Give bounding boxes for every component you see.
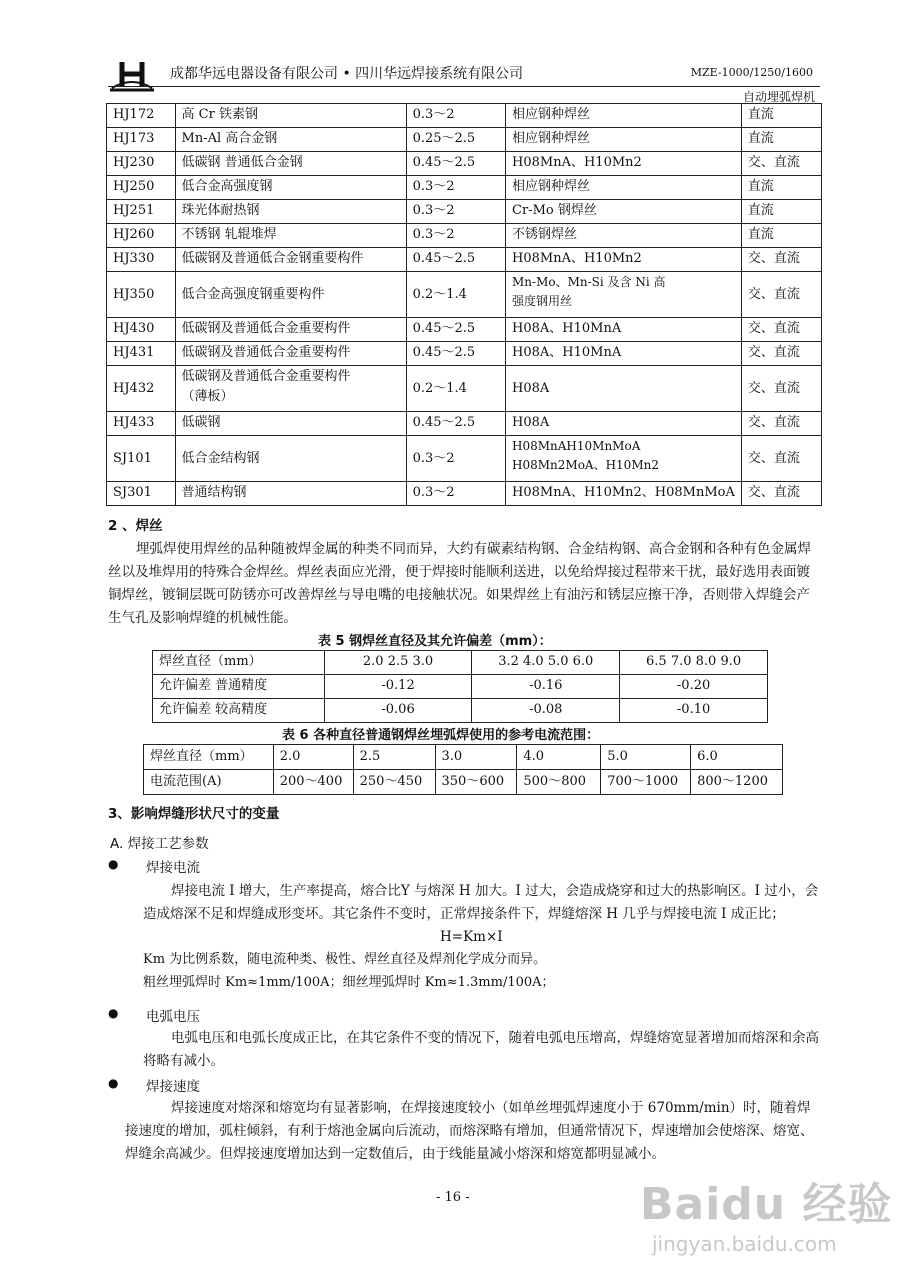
table-cell: [435, 770, 517, 795]
table-cell: [741, 248, 821, 272]
table-cell: [741, 366, 821, 412]
table-row: [153, 699, 768, 723]
table-cell: [406, 318, 505, 342]
cell-text: 0.25～2.5: [412, 131, 476, 146]
table-cell: [691, 770, 783, 795]
table-cell: [107, 412, 176, 436]
table-row: [107, 436, 822, 482]
table-cell: [506, 152, 742, 176]
table-cell: [406, 272, 505, 318]
table-cell: [472, 651, 620, 675]
table-cell: [153, 675, 325, 699]
table-row: [107, 176, 822, 200]
voltage-title: 电弧电压: [146, 1009, 200, 1025]
cell-text: 350～600: [441, 774, 505, 789]
table-cell: [506, 318, 742, 342]
table-cell: [506, 482, 742, 506]
table-cell: [506, 176, 742, 200]
cell-text: HJ230: [113, 155, 155, 170]
cell-text: 5.0: [607, 749, 628, 764]
cell-text: 相应钢种焊丝: [512, 107, 591, 122]
table-cell: [107, 104, 176, 128]
table-cell: [741, 128, 821, 152]
cell-text: H08A、H10MnA: [512, 321, 622, 336]
table-cell: [153, 699, 325, 723]
table-cell: [741, 224, 821, 248]
table-cell: [517, 770, 601, 795]
cell-text: H08Mn2MoA、H10Mn2: [512, 458, 659, 472]
cell-text: HJ432: [113, 381, 155, 396]
cell-text: H08MnAH10MnMoA: [512, 439, 641, 453]
table-cell: [741, 272, 821, 318]
cell-text: 交、直流: [747, 381, 800, 396]
table-row: [107, 412, 822, 436]
page-number: - 16 -: [436, 1190, 470, 1205]
table-cell: [175, 366, 406, 412]
table-cell: [406, 248, 505, 272]
flux-table: [106, 103, 822, 506]
table-row: [107, 272, 822, 318]
table5: [152, 650, 768, 723]
cell-text: 2.0: [279, 749, 301, 764]
cell-text: HJ251: [113, 203, 155, 218]
table-row: [144, 770, 783, 795]
cell-text: Mn-Mo、Mn-Si 及含 Ni 高: [512, 275, 666, 289]
table-cell: [175, 482, 406, 506]
cell-text: 6.0: [697, 749, 718, 764]
cell-text: HJ173: [113, 131, 155, 146]
cell-text: 0.3～2: [412, 451, 455, 466]
table-cell: [273, 745, 353, 770]
table-cell: [741, 200, 821, 224]
bullet-icon: ●: [108, 1006, 119, 1020]
table-cell: [406, 436, 505, 482]
table-cell: [107, 224, 176, 248]
bullet-icon: ●: [108, 857, 119, 871]
cell-text: 0.3～2: [412, 203, 455, 218]
table6: [143, 744, 783, 795]
cell-text: 交、直流: [747, 287, 800, 302]
table-cell: [175, 436, 406, 482]
cell-text: -0.16: [529, 678, 563, 693]
watermark-brand: Baidu 经验: [640, 1179, 893, 1230]
cell-text: 相应钢种焊丝: [512, 179, 591, 194]
cell-text: 低碳钢及普通低合金钢重要构件: [181, 251, 364, 266]
cell-text: 2.0 2.5 3.0: [362, 654, 434, 669]
table-cell: [741, 152, 821, 176]
table-cell: [175, 200, 406, 224]
table-row: [107, 248, 822, 272]
section-3-heading: 3、影响焊缝形状尺寸的变量: [108, 806, 280, 822]
table-cell: [107, 342, 176, 366]
table-row: [153, 651, 768, 675]
cell-text: H08A: [512, 415, 550, 430]
table-cell: [406, 176, 505, 200]
cell-text: 0.2～1.4: [412, 381, 467, 396]
table-cell: [107, 176, 176, 200]
table-cell: [620, 675, 768, 699]
cell-text: HJ430: [113, 321, 155, 336]
table-cell: [406, 200, 505, 224]
current-km-note: Km 为比例系数，随电流种类、极性、焊丝直径及焊剂化学成分而异。: [143, 952, 547, 967]
cell-text: H08A: [512, 381, 550, 396]
cell-text: 交、直流: [747, 251, 800, 266]
table-cell: [506, 128, 742, 152]
bullet-icon: ●: [108, 1076, 119, 1090]
table-cell: [406, 412, 505, 436]
table-cell: [472, 699, 620, 723]
cell-text: 直流: [747, 203, 774, 218]
speed-text: 焊接速度对熔深和熔宽均有显著影响，在焊接速度较小（如单丝埋弧焊速度小于 670mm/min）时，随着焊接速度的增加，弧柱倾斜，有利于熔池金属向后流动，而熔深略有增加，但通常情况下，焊速增加会使熔深、熔宽、焊缝余高减少。但焊接速度增加达到一定数值后，由于线能量减小熔深和熔宽都明显减小。: [125, 1100, 814, 1162]
table-cell: [107, 272, 176, 318]
table-cell: [175, 272, 406, 318]
table-cell: [153, 651, 325, 675]
cell-text: 电流范围(A): [150, 774, 222, 789]
table-cell: [506, 366, 742, 412]
cell-text: SJ301: [113, 485, 152, 500]
cell-text: 交、直流: [747, 451, 800, 466]
header-company: 成都华远电器设备有限公司 • 四川华远焊接系统有限公司: [170, 66, 524, 82]
cell-text: 直流: [747, 107, 774, 122]
header-model: MZE-1000/1250/1600: [690, 66, 813, 79]
table-cell: [472, 675, 620, 699]
cell-text: 低碳钢: [181, 415, 221, 430]
cell-text: 焊丝直径（mm）: [150, 749, 253, 764]
watermark-url: jingyan.baidu.com: [652, 1232, 837, 1256]
cell-text: 普通结构钢: [181, 485, 247, 500]
cell-text: 0.45～2.5: [412, 251, 476, 266]
cell-text: 4.0: [523, 749, 545, 764]
table-row: [153, 675, 768, 699]
cell-text: 焊丝直径（mm）: [159, 654, 262, 669]
cell-text: HJ260: [113, 227, 155, 242]
table-cell: [324, 675, 472, 699]
table-cell: [144, 745, 274, 770]
table-cell: [175, 104, 406, 128]
cell-text: 低合金结构钢: [181, 451, 260, 466]
table-cell: [175, 176, 406, 200]
table-row: [107, 104, 822, 128]
cell-text: 直流: [747, 227, 774, 242]
cell-text: 相应钢种焊丝: [512, 131, 591, 146]
table-cell: [741, 318, 821, 342]
current-text: 焊接电流 I 增大，生产率提高，熔合比Y 与熔深 H 加大。I 过大，会造成烧穿和过大的热影响区。I 过小，会造成熔深不足和焊缝成形变坏。其它条件不变时，正常焊接条件下，焊缝熔深 H 几乎与焊接电流 I 成正比；: [143, 883, 819, 922]
cell-text: -0.06: [381, 702, 415, 717]
watermark: [640, 1168, 892, 1256]
cell-text: HJ172: [113, 107, 155, 122]
table-cell: [601, 745, 691, 770]
table-cell: [175, 342, 406, 366]
table-cell: [741, 104, 821, 128]
table-cell: [273, 770, 353, 795]
cell-text: 6.5 7.0 8.0 9.0: [646, 654, 742, 669]
cell-text: 800～1200: [697, 774, 768, 789]
table-cell: [620, 651, 768, 675]
header-divider: [108, 86, 820, 87]
cell-text: 0.45～2.5: [412, 321, 476, 336]
cell-text: 0.45～2.5: [412, 415, 476, 430]
current-title: 焊接电流: [146, 860, 200, 876]
cell-text: 珠光体耐热钢: [181, 203, 260, 218]
table-cell: [506, 248, 742, 272]
table-cell: [406, 342, 505, 366]
table-cell: [107, 366, 176, 412]
section-2-paragraph: 埋弧焊使用焊丝的品种随被焊金属的种类不同而异，大约有碳素结构钢、合金结构钢、高合金钢和各种有色金属焊丝以及堆焊用的特殊合金焊丝。焊丝表面应光滑，便于焊接时能顺利送进，以免给焊接过程带来干扰，最好选用表面镀铜焊丝，镀铜层既可防锈亦可改善焊丝与导电嘴的电接触状况。如果焊丝上有油污和锈层应擦干净，否则带入焊缝会产生气孔及影响焊缝的机械性能。: [108, 541, 811, 626]
cell-text: HJ350: [113, 287, 155, 302]
table-cell: [406, 224, 505, 248]
cell-text: 低合金高强度钢: [181, 179, 273, 194]
table-cell: [353, 770, 435, 795]
table-cell: [506, 342, 742, 366]
cell-text: 500～800: [523, 774, 587, 789]
table-row: [107, 152, 822, 176]
speed-title: 焊接速度: [146, 1079, 200, 1095]
cell-text: 低碳钢及普通低合金重要构件: [181, 369, 351, 384]
table-cell: [175, 248, 406, 272]
cell-text: 0.3～2: [412, 179, 455, 194]
table-cell: [741, 436, 821, 482]
cell-text: H08A、H10MnA: [512, 345, 622, 360]
table-cell: [107, 248, 176, 272]
cell-text: 0.45～2.5: [412, 345, 476, 360]
table6-caption: 表 6 各种直径普通钢焊丝埋弧焊使用的参考电流范围：: [282, 728, 600, 743]
cell-text: -0.12: [381, 678, 415, 693]
cell-text: Mn-Al 高合金钢: [181, 131, 278, 146]
table-cell: [506, 436, 742, 482]
table-cell: [175, 128, 406, 152]
table-row: [107, 128, 822, 152]
table-cell: [175, 224, 406, 248]
table-cell: [620, 699, 768, 723]
table-cell: [107, 482, 176, 506]
cell-text: 200～400: [279, 774, 343, 789]
cell-text: H08MnA、H10Mn2: [512, 155, 642, 170]
table5-caption: 表 5 钢焊丝直径及其允许偏差（mm）：: [318, 634, 552, 649]
cell-text: HJ330: [113, 251, 155, 266]
table-cell: [517, 745, 601, 770]
table-cell: [175, 412, 406, 436]
cell-text: -0.08: [529, 702, 563, 717]
cell-text: 0.3～2: [412, 227, 455, 242]
cell-text: 交、直流: [747, 485, 800, 500]
table-cell: [506, 272, 742, 318]
cell-text: 直流: [747, 179, 774, 194]
cell-text: 700～1000: [607, 774, 679, 789]
section-2-heading: 2 、焊丝: [108, 518, 163, 534]
cell-text: （薄板）: [181, 389, 234, 404]
table-row: [107, 200, 822, 224]
cell-text: 允许偏差 普通精度: [159, 678, 268, 693]
cell-text: 交、直流: [747, 321, 800, 336]
cell-text: 0.3～2: [412, 485, 455, 500]
table-cell: [107, 200, 176, 224]
table-cell: [107, 152, 176, 176]
table-cell: [435, 745, 517, 770]
table-cell: [175, 152, 406, 176]
table-cell: [506, 224, 742, 248]
table-cell: [741, 482, 821, 506]
section-3-subheading: A. 焊接工艺参数: [110, 836, 209, 852]
cell-text: 不锈钢 轧辊堆焊: [181, 227, 277, 242]
cell-text: 交、直流: [747, 155, 800, 170]
cell-text: 2.5: [359, 749, 381, 764]
table-cell: [406, 482, 505, 506]
voltage-text: 电弧电压和电弧长度成正比，在其它条件不变的情况下，随着电弧电压增高，焊缝熔宽显著增加而熔深和余高将略有减小。: [143, 1030, 819, 1069]
cell-text: HJ431: [113, 345, 155, 360]
table-row: [107, 366, 822, 412]
cell-text: 低合金高强度钢重要构件: [181, 287, 325, 302]
table-cell: [601, 770, 691, 795]
cell-text: 0.2～1.4: [412, 287, 467, 302]
table-cell: [506, 412, 742, 436]
table-row: [107, 224, 822, 248]
table-row: [107, 318, 822, 342]
cell-text: -0.20: [676, 678, 711, 693]
cell-text: 3.2 4.0 5.0 6.0: [498, 654, 594, 669]
table-cell: [324, 699, 472, 723]
table-cell: [353, 745, 435, 770]
table-cell: [506, 104, 742, 128]
table-cell: [406, 152, 505, 176]
cell-text: Cr-Mo 钢焊丝: [512, 203, 597, 218]
table-cell: [406, 128, 505, 152]
table-cell: [741, 342, 821, 366]
current-formula: H=Km×I: [440, 929, 503, 945]
current-km-values: 粗丝埋弧焊时 Km≈1mm/100A；细丝埋弧焊时 Km≈1.3mm/100A；: [143, 975, 555, 990]
cell-text: 直流: [747, 131, 774, 146]
table-row: [107, 342, 822, 366]
table-cell: [144, 770, 274, 795]
cell-text: H08MnA、H10Mn2: [512, 251, 642, 266]
cell-text: -0.10: [676, 702, 711, 717]
cell-text: 强度钢用丝: [512, 294, 573, 308]
cell-text: 低碳钢及普通低合金重要构件: [181, 321, 351, 336]
cell-text: HJ433: [113, 415, 155, 430]
cell-text: 3.0: [441, 749, 463, 764]
header-subtitle: 自动埋弧焊机: [742, 90, 815, 104]
table-cell: [107, 318, 176, 342]
table-row: [144, 745, 783, 770]
cell-text: 低碳钢 普通低合金钢: [181, 155, 303, 170]
cell-text: H08MnA、H10Mn2、H08MnMoA: [512, 485, 735, 500]
table-row: [107, 482, 822, 506]
table-cell: [741, 176, 821, 200]
cell-text: 允许偏差 较高精度: [159, 702, 268, 717]
cell-text: 0.3～2: [412, 107, 455, 122]
table-cell: [506, 200, 742, 224]
table-cell: [741, 412, 821, 436]
table-cell: [406, 366, 505, 412]
cell-text: 交、直流: [747, 345, 800, 360]
table-cell: [324, 651, 472, 675]
table-cell: [107, 436, 176, 482]
cell-text: 250～450: [359, 774, 423, 789]
table-cell: [691, 745, 783, 770]
cell-text: 高 Cr 铁素钢: [181, 107, 258, 122]
cell-text: 0.45～2.5: [412, 155, 476, 170]
cell-text: SJ101: [113, 451, 152, 466]
cell-text: 低碳钢及普通低合金重要构件: [181, 345, 351, 360]
cell-text: HJ250: [113, 179, 155, 194]
table-cell: [107, 128, 176, 152]
cell-text: 交、直流: [747, 415, 800, 430]
table-cell: [175, 318, 406, 342]
cell-text: 不锈钢焊丝: [512, 227, 578, 242]
table-cell: [406, 104, 505, 128]
